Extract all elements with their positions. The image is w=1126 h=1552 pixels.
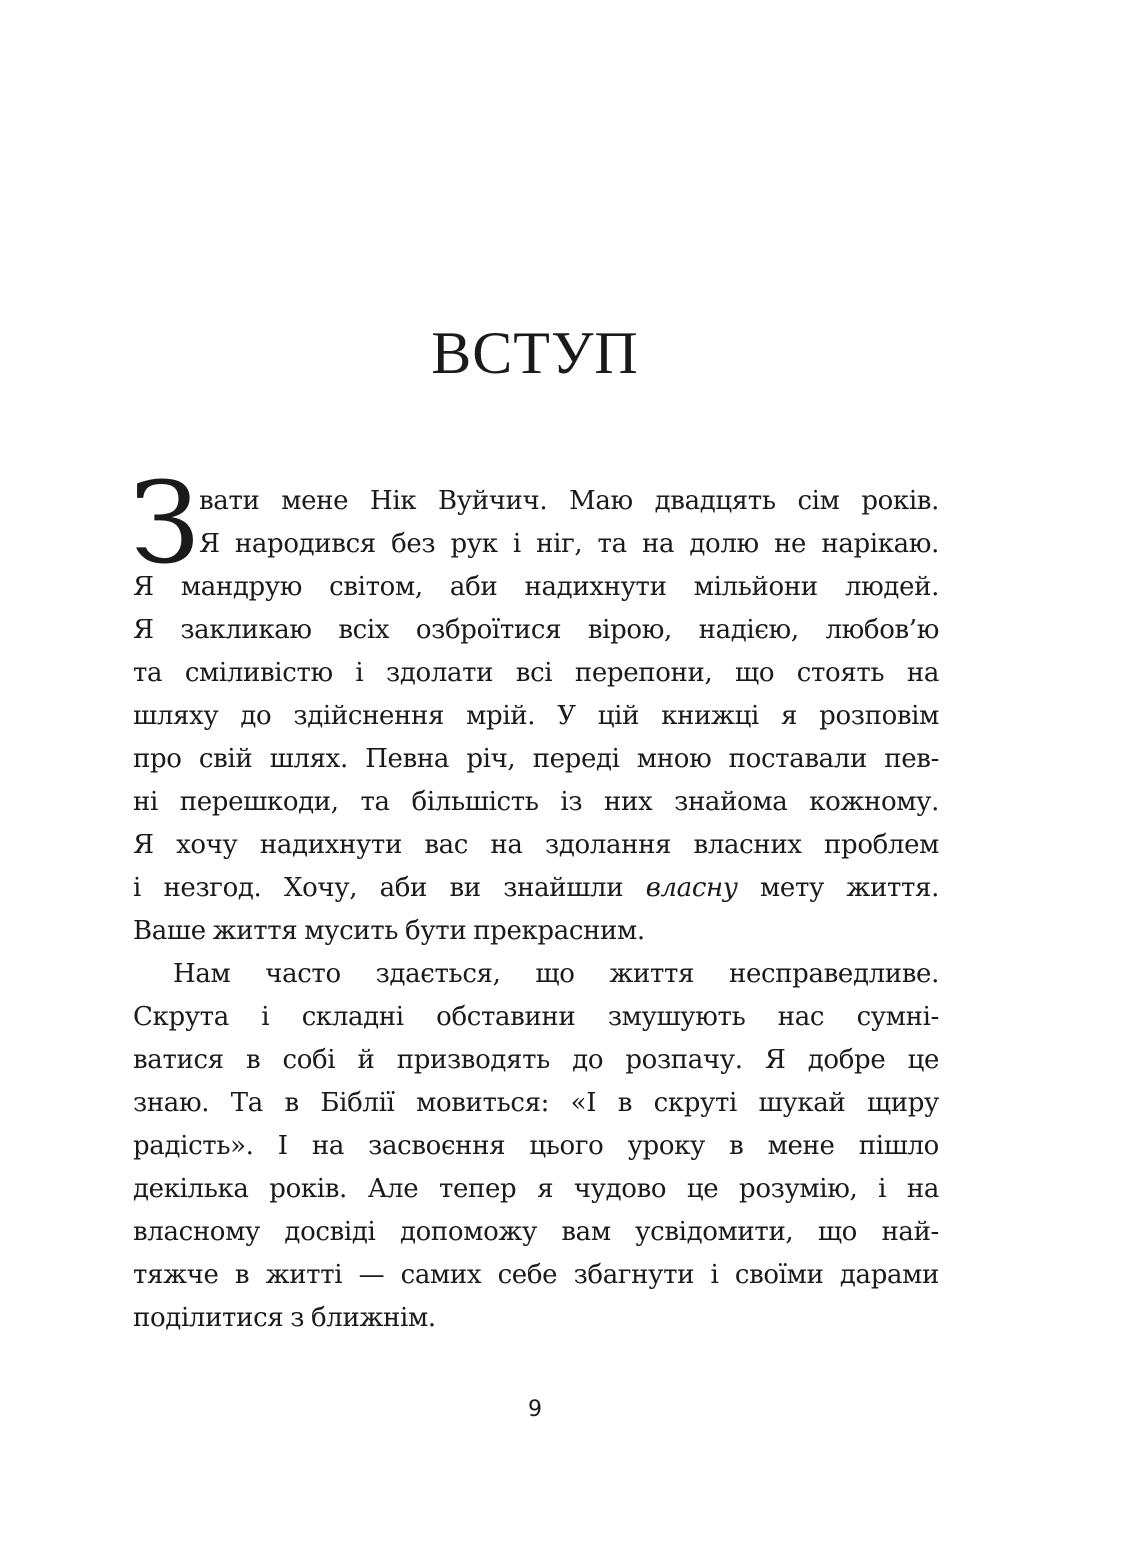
text-line: Я мандрую світом, аби надихнути мільйони людей.	[133, 572, 939, 602]
text-line-with-emphasis	[133, 867, 939, 910]
text-line: та сміливістю і здолати всі перепони, що стоять на	[133, 658, 939, 688]
text-line: власному досвіді допоможу вам усвідомити, що най-	[133, 1217, 939, 1247]
text-line: Я закликаю всіх озброїтися вірою, надією, любов’ю	[133, 615, 939, 645]
text-line: ватися в собі й призводять до розпачу. Я добре це	[133, 1045, 939, 1075]
text-line: Скрута і складні обставини змушують нас сумні-	[133, 1002, 939, 1032]
drop-cap-letter: З	[130, 459, 200, 589]
emphasized-word: власну	[645, 873, 738, 903]
text-line: вати мене Нік Вуйчич. Маю двадцять сім років.	[199, 486, 939, 516]
text-line: Ваше життя мусить бути прекрасним.	[133, 916, 645, 946]
text-line: радість». І на засвоєння цього уроку в мене пішло	[133, 1131, 939, 1161]
text-line: Я народився без рук і ніг, та на долю не нарікаю.	[199, 529, 939, 559]
text-line: Нам часто здається, що життя несправедливе.	[173, 959, 939, 989]
text-line: поділитися з ближнім.	[133, 1303, 436, 1333]
text-line: Я хочу надихнути вас на здолання власних проблем	[133, 830, 939, 860]
text-line: про свій шлях. Певна річ, переді мною поставали пев-	[133, 744, 939, 774]
text-line: шляху до здійснення мрій. У цій книжці я розповім	[133, 701, 939, 731]
text-line: тяжче в житті — самих себе збагнути і своїми дарами	[133, 1260, 939, 1290]
text-line: знаю. Та в Біблії мовиться: «І в скруті шукай щиру	[133, 1088, 939, 1118]
page-number: 9	[528, 1397, 542, 1422]
text-segment: мету життя.	[760, 873, 940, 903]
chapter-title: ВСТУП	[431, 320, 639, 386]
text-segment: і незгод. Хочу, аби ви знайшли	[133, 873, 624, 903]
text-line: ні перешкоди, та більшість із них знайома кожному.	[133, 787, 939, 817]
text-line: декілька років. Але тепер я чудово це розумію, і на	[133, 1174, 939, 1204]
